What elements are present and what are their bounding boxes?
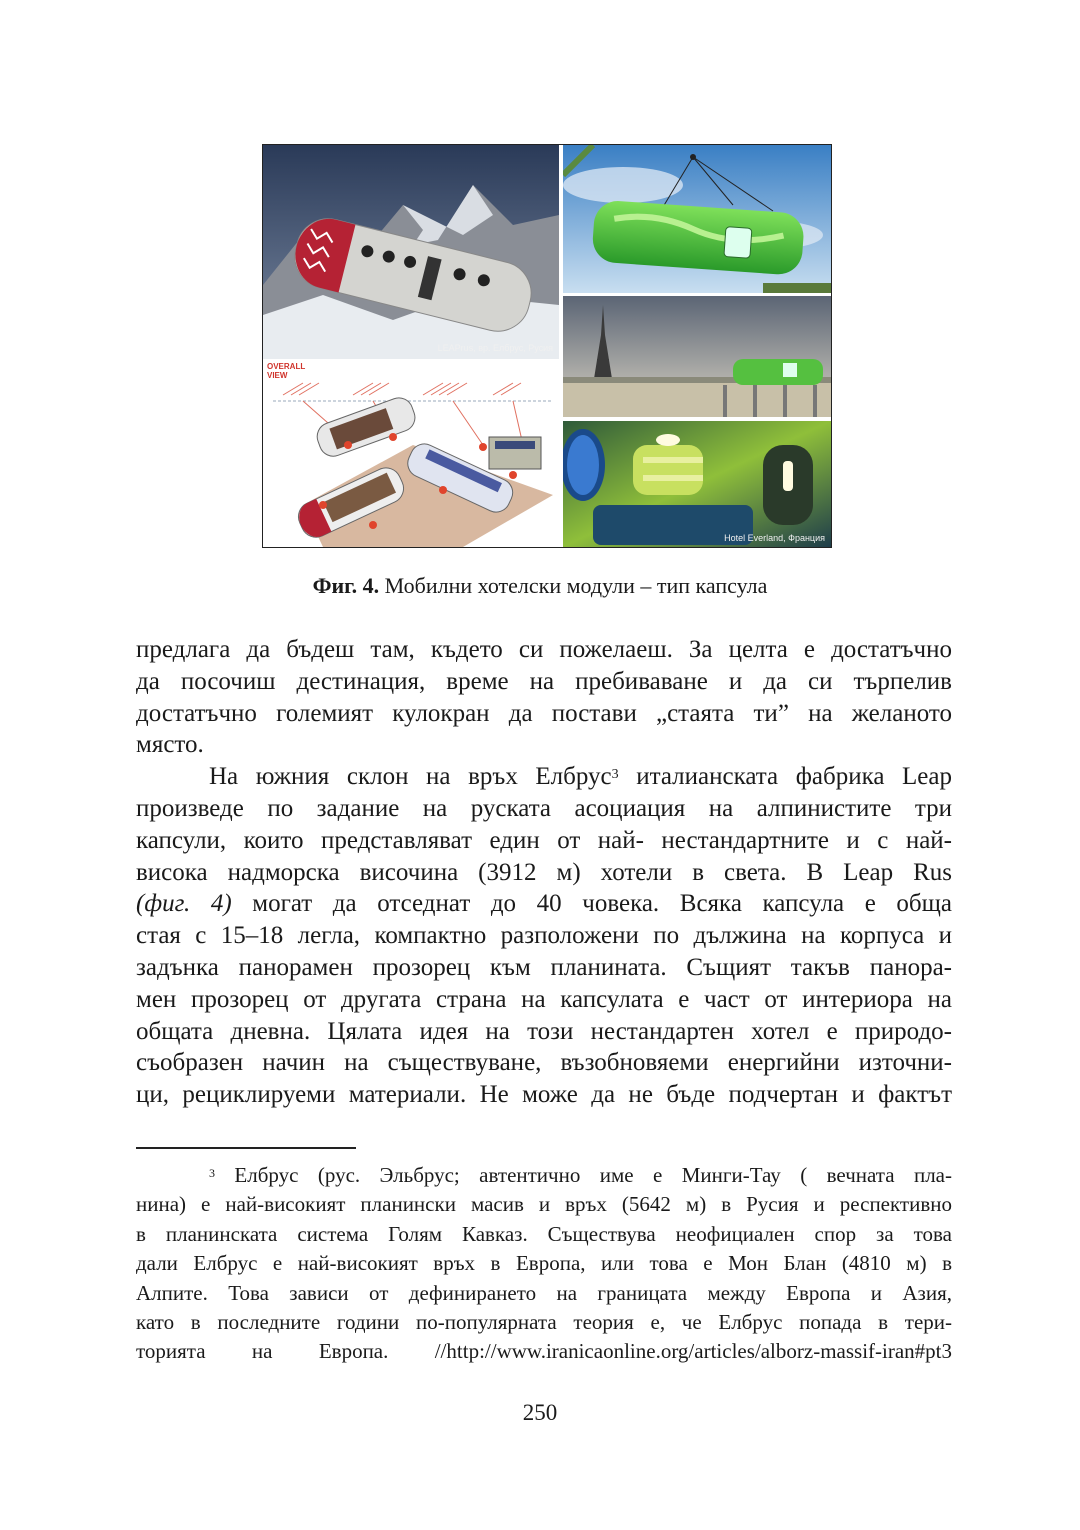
diagram-heading-line1: OVERALL [267, 362, 306, 371]
photo-elbrus-credit: LEAPrus, вр. Елбрус, Русия [437, 343, 553, 353]
footnote-number: 3 [209, 1166, 215, 1180]
paragraph1-line: предлага да бъдеш там, където си пожелаеш. За целта е достатъчно [136, 636, 952, 663]
footnote-line [136, 1161, 952, 1190]
figure-caption-text: Мобилни хотелски модули – тип капсула [379, 573, 768, 598]
body-text [136, 634, 952, 1111]
paragraph2-line [136, 888, 952, 920]
photo-everland-interior [561, 421, 831, 547]
footnote-reference[interactable]: 3 [611, 767, 619, 783]
photo-paris-capsule [563, 295, 831, 417]
footnote-text: Елбрус (рус. Эльбрус; автентично име е Минги-Тау ( вечната пла- [215, 1163, 952, 1187]
footnote [136, 1161, 952, 1367]
paragraph2-line: стая с 15–18 легла, компактно разположени по дължина на корпуса и [136, 922, 952, 950]
figure-4 [262, 144, 832, 548]
footnote-line: нина) е най-високият планински масив и връх (5642 м) в Русия и респективно [136, 1192, 952, 1217]
figure-collage [263, 145, 831, 547]
figure-caption [0, 572, 1080, 600]
diagram-heading-line2: VIEW [267, 371, 288, 380]
footnote-separator [136, 1147, 356, 1149]
paragraph2-text: На южния склон на връх Елбрус [209, 763, 612, 791]
paragraph2-line: капсули, които представляват един от най- нестандартните и с най- [136, 826, 952, 854]
paragraph2-line: мен прозорец от другата страна на капсулата е част от интериора на [136, 985, 952, 1013]
photo-elbrus-capsule [263, 145, 559, 359]
footnote-line: дали Елбрус е най-високият връх в Европа, или това е Мон Блан (4810 м) в [136, 1251, 952, 1276]
footnote-line: торията на Европа. //http://www.iranicaonline.org/articles/alborz-massif-iran#pt3 [136, 1339, 952, 1364]
figure-reference: (фиг. 4) [136, 890, 232, 918]
photo-green-capsule-crane [563, 145, 831, 293]
paragraph2-text: италианската фабрика Leap [618, 763, 952, 791]
paragraph2-line: общата дневна. Цялата идея на този нестандартен хотел е природо- [136, 1017, 952, 1045]
paragraph2-line: произведе по задание на руската асоциация на алпинистите три [136, 794, 952, 822]
footnote-line: като в последните години по-популярната теория е, че Елбрус попада в тери- [136, 1309, 952, 1334]
diagram-overall-view [263, 359, 559, 547]
paragraph1-line: да посочиш дестинация, време на пребиваване и да си търпелив [136, 667, 952, 695]
photo-everland-credit: Hotel Everland, Франция [724, 533, 825, 543]
paragraph2-line: съобразен начин на съществуване, възобновяеми енергийни източни- [136, 1049, 952, 1077]
footnote-line: Алпите. Това зависи от дефинирането на границата между Европа и Азия, [136, 1280, 952, 1305]
paragraph1-line: място. [136, 731, 204, 759]
paragraph2-line: задънка панорамен прозорец към планината. Същият такъв панора- [136, 953, 952, 981]
figure-label: Фиг. 4. [312, 573, 380, 598]
paragraph2-text: могат да отседнат до 40 човека. Всяка капсула е обща [231, 890, 952, 918]
page-number: 250 [522, 1400, 558, 1425]
paragraph2-line: ци, рециклируеми материали. Не може да не бъде подчертан и фактът [136, 1081, 952, 1109]
paragraph2-line [136, 761, 952, 793]
paragraph1-line: достатъчно големият кулокран да постави „стаята ти” на желаното [136, 699, 952, 727]
paragraph2-line: висока надморска височина (3912 м) хотели в света. В Leap Rus [136, 858, 952, 886]
footnote-line: в планинската система Голям Кавказ. Съществува неофициален спор за това [136, 1221, 952, 1246]
